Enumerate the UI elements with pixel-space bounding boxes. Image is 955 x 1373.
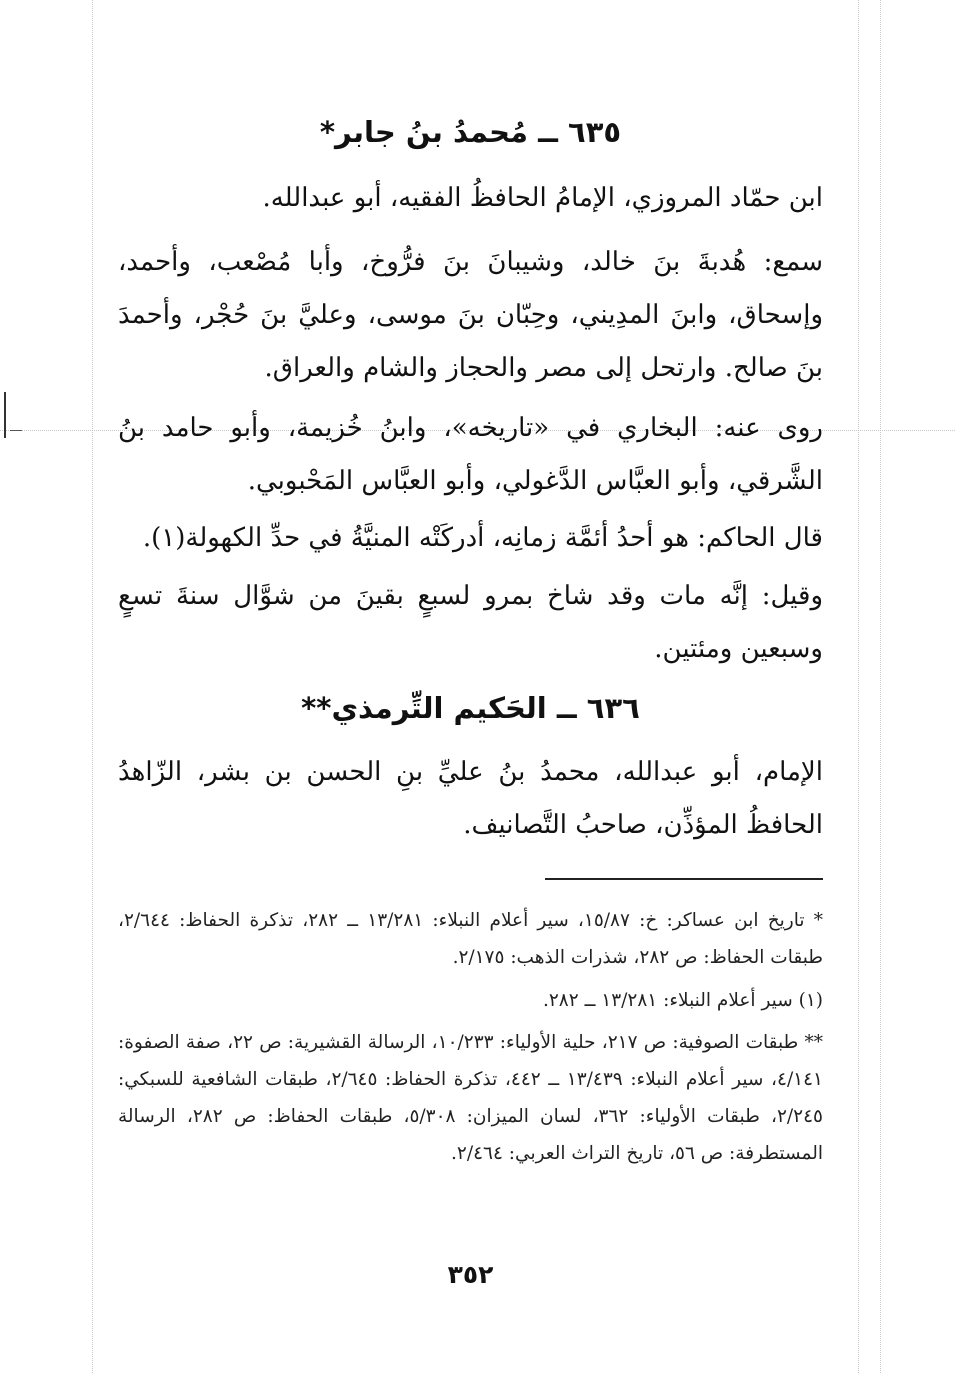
scan-guide-line	[858, 0, 859, 1373]
page-number: ٣٥٢	[447, 1260, 494, 1289]
entry-paragraph: قال الحاكم: هو أحدُ أئمَّة زمانِه، أدركَتْه المنيَّةُ في حدِّ الكهولة(١).	[142, 523, 823, 553]
scan-edge-mark	[4, 392, 6, 438]
footnote: (١) سير أعلام النبلاء: ١٣/٢٨١ ــ ٢٨٢.	[542, 990, 823, 1011]
footnote-divider	[545, 878, 823, 880]
entry-paragraph: روى عنه: البخاري في «تاريخه»، وابنُ خُزيمة، وأبو حامد بنُ الشَّرقي، وأبو العبَّاس الدَّغولي، وأبو العبَّاس المَحْبوبي.	[118, 413, 823, 496]
scan-guide-line	[880, 0, 881, 1373]
scan-edge-mark	[10, 430, 22, 431]
footnote: ** طبقات الصوفية: ص ٢١٧، حلية الأولياء: ١٠/٢٣٣، الرسالة القشيرية: ص ٢٢، صفة الصفوة: ٤/١٤١، سير أعلام النبلاء: ١٣/٤٣٩ ــ ٤٤٢، تذكرة الحفاظ: ٢/٦٤٥، طبقات الشافعية للسبكي: ٢/٢٤٥، طبقات الأولياء: ٣٦٢، لسان الميزان: ٥/٣٠٨، طبقات الحفاظ: ص ٢٨٢، الرسالة المستطرفة: ص ٥٦، تاريخ التراث العربي: ٢/٤٦٤.	[118, 1032, 824, 1164]
entry-paragraph: وقيل: إنَّه مات وقد شاخ بمرو لسبعٍ بقينَ من شوَّال سنةَ تسعٍ وسبعين ومئتين.	[118, 581, 824, 664]
entry-paragraph: الإمام، أبو عبدالله، محمدُ بنُ عليِّ بنِ الحسن بن بشر، الزّاهدُ الحافظُ المؤذِّن، صاحبُ التَّصانيف.	[118, 757, 823, 840]
footnote: * تاريخ ابن عساكر: خ: ١٥/٨٧، سير أعلام النبلاء: ١٣/٢٨١ ــ ٢٨٢، تذكرة الحفاظ: ٢/٦٤٤، طبقات الحفاظ: ص ٢٨٢، شذرات الذهب: ٢/١٧٥.	[118, 910, 823, 968]
entry-paragraph: ابن حمّاد المروزي، الإمامُ الحافظُ الفقيه، أبو عبدالله.	[262, 183, 823, 213]
entry-heading: ٦٣٥ ــ مُحمدُ بنُ جابر*	[319, 115, 622, 149]
entry-paragraph: سمع: هُدبةَ بنَ خالد، وشيبانَ بنَ فرُّوخ، وأبا مُصْعب، وأحمد، وإسحاق، وابنَ المدِيني، وحِبّان بنَ موسى، وعليَّ بنَ حُجْر، وأحمدَ بنَ صالح. وارتحل إلى مصر والحجاز والشام والعراق.	[118, 247, 823, 383]
scan-guide-line	[92, 0, 93, 1373]
entry-heading: ٦٣٦ ــ الحَكيم التِّرمذي**	[301, 691, 640, 725]
